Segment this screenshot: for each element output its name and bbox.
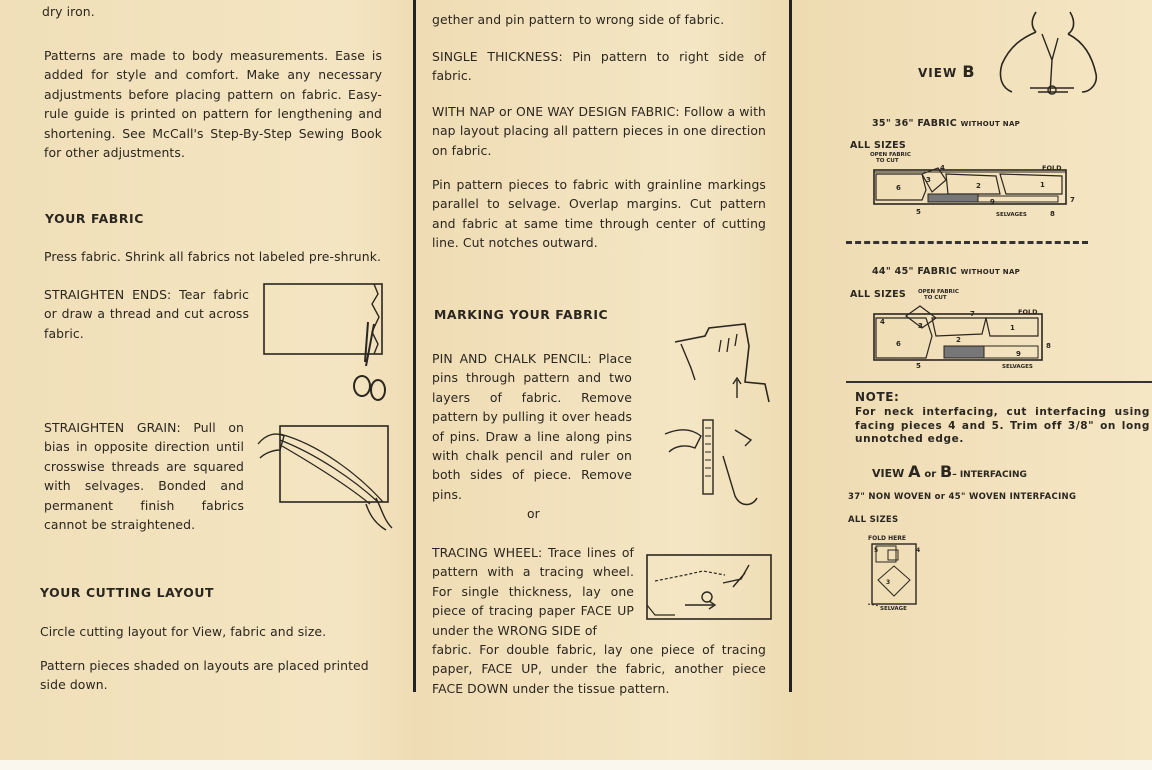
to-cut-label: TO CUT	[876, 158, 899, 164]
cutting-layout-2	[866, 288, 1056, 372]
paragraph-with-nap: WITH NAP or ONE WAY DESIGN FABRIC: Follow a with nap layout placing all pattern pieces in one direction on fabric.	[432, 104, 766, 158]
paragraph-single-thickness: SINGLE THICKNESS: Pin pattern to right side of fabric.	[432, 49, 766, 84]
selvages-label: SELVAGES	[1002, 364, 1033, 370]
open-fabric-label: OPEN FABRIC	[870, 152, 911, 158]
paragraph-continued: gether and pin pattern to wrong side of fabric.	[432, 12, 725, 27]
selvages-label: SELVAGES	[996, 212, 1027, 218]
paragraph-grainline: Pin pattern pieces to fabric with grainline markings parallel to selvage. Overlap margins. Cut pattern and fabric at same time through center of cutting line. Cut notches outward.	[432, 177, 766, 251]
straighten-ends-illustration	[262, 282, 392, 407]
svg-text:9: 9	[1016, 350, 1021, 358]
layout1-all-sizes: ALL SIZES	[850, 140, 907, 151]
svg-text:5: 5	[874, 547, 879, 554]
paragraph-straighten-ends: STRAIGHTEN ENDS: Tear fabric or draw a thread and cut across fabric.	[44, 287, 249, 341]
column-left	[42, 2, 382, 21]
interfacing-all-sizes: ALL SIZES	[848, 515, 899, 525]
paragraph-pin-chalk: PIN AND CHALK PENCIL: Place pins through pattern and two layers of fabric. Remove pattern by pulling it over heads of pins. Draw a line along pins with chalk pencil and ruler on both sides of piece. Remove pins.	[432, 351, 632, 502]
to-cut-label: TO CUT	[924, 295, 947, 301]
chalk-pencil-illustration	[665, 416, 775, 511]
straighten-grain-illustration	[258, 424, 393, 534]
paragraph-shaded-pieces: Pattern pieces shaded on layouts are placed printed side down.	[40, 658, 369, 693]
column-divider	[413, 0, 416, 692]
svg-text:4: 4	[940, 164, 945, 172]
svg-text:3: 3	[926, 176, 931, 184]
svg-text:3: 3	[886, 579, 891, 586]
layout1-fabric-title: 35" 36" FABRIC WITHOUT NAP	[872, 118, 1021, 129]
svg-text:7: 7	[1070, 196, 1075, 204]
cutting-layout-1	[866, 150, 1076, 220]
svg-text:7: 7	[970, 310, 975, 318]
svg-text:6: 6	[896, 340, 901, 348]
continued-text: dry iron.	[42, 4, 95, 19]
paragraph-press-fabric: Press fabric. Shrink all fabrics not labeled pre-shrunk.	[44, 249, 382, 264]
note-title: NOTE:	[855, 390, 900, 404]
layout2-fabric-title: 44" 45" FABRIC WITHOUT NAP	[872, 266, 1021, 277]
view-b-garment-sketch	[992, 8, 1102, 108]
svg-text:6: 6	[896, 184, 901, 192]
svg-text:5: 5	[916, 208, 921, 216]
paragraph-circle-layout: Circle cutting layout for View, fabric and size.	[40, 624, 327, 639]
heading-your-cutting-layout: YOUR CUTTING LAYOUT	[40, 585, 215, 600]
fold-label: FOLD	[1042, 164, 1062, 172]
tracing-wheel-illustration	[645, 553, 773, 621]
fold-here-label: FOLD HERE	[868, 535, 906, 542]
svg-text:1: 1	[1010, 324, 1015, 332]
svg-text:1: 1	[1040, 181, 1045, 189]
paragraph-tracing-wheel-a: TRACING WHEEL: Trace lines of pattern with a tracing wheel. For single thickness, lay one piece of tracing paper FACE UP under the WRONG SIDE of	[432, 545, 634, 638]
or-separator: or	[527, 506, 540, 521]
paragraph-tracing-wheel-b: fabric. For double fabric, lay one piece of tracing paper, FACE UP, under the fabric, another piece FACE DOWN under the tissue pattern.	[432, 642, 766, 696]
paper-edge	[0, 760, 1152, 770]
paragraph-straighten-grain: STRAIGHTEN GRAIN: Pull on bias in opposite direction until crosswise threads are squared with selvages. Bonded and permanent finish fabrics cannot be straightened.	[44, 420, 244, 533]
interfacing-fabric: 37" NON WOVEN or 45" WOVEN INTERFACING	[848, 492, 1077, 502]
layout2-all-sizes: ALL SIZES	[850, 289, 907, 300]
selvage-label: SELVAGE	[880, 606, 907, 612]
svg-text:9: 9	[990, 198, 995, 206]
svg-text:4: 4	[916, 547, 921, 554]
heading-your-fabric: YOUR FABRIC	[45, 211, 144, 226]
fold-label: FOLD	[1018, 308, 1038, 316]
heading-marking-your-fabric: MARKING YOUR FABRIC	[434, 307, 609, 322]
note-rule	[846, 381, 1152, 383]
column-divider	[789, 0, 792, 692]
interfacing-layout	[866, 534, 946, 614]
svg-text:5: 5	[916, 362, 921, 370]
open-fabric-label: OPEN FABRIC	[918, 289, 959, 295]
svg-text:4: 4	[880, 318, 885, 326]
paragraph-body-measurements: Patterns are made to body measurements. Ease is added for style and comfort. Make any necessary adjustments before placing pattern on fabric. Easy-rule guide is printed on pattern for lengthening and shortening. See McCall's Step-By-Step Sewing Book for other adjustments.	[44, 48, 382, 161]
svg-text:8: 8	[1046, 342, 1051, 350]
note-text: For neck interfacing, cut interfacing using facing pieces 4 and 5. Trim off 3/8" on long unnotched edge.	[855, 406, 1150, 446]
svg-text:2: 2	[956, 336, 961, 344]
view-b-heading: VIEW B	[918, 62, 976, 81]
pins-illustration	[665, 322, 775, 402]
svg-text:8: 8	[1050, 210, 1055, 218]
interfacing-heading: VIEW A or B– INTERFACING	[872, 462, 1027, 481]
svg-text:3: 3	[918, 322, 923, 330]
svg-text:2: 2	[976, 182, 981, 190]
layout-separator	[846, 241, 1088, 244]
